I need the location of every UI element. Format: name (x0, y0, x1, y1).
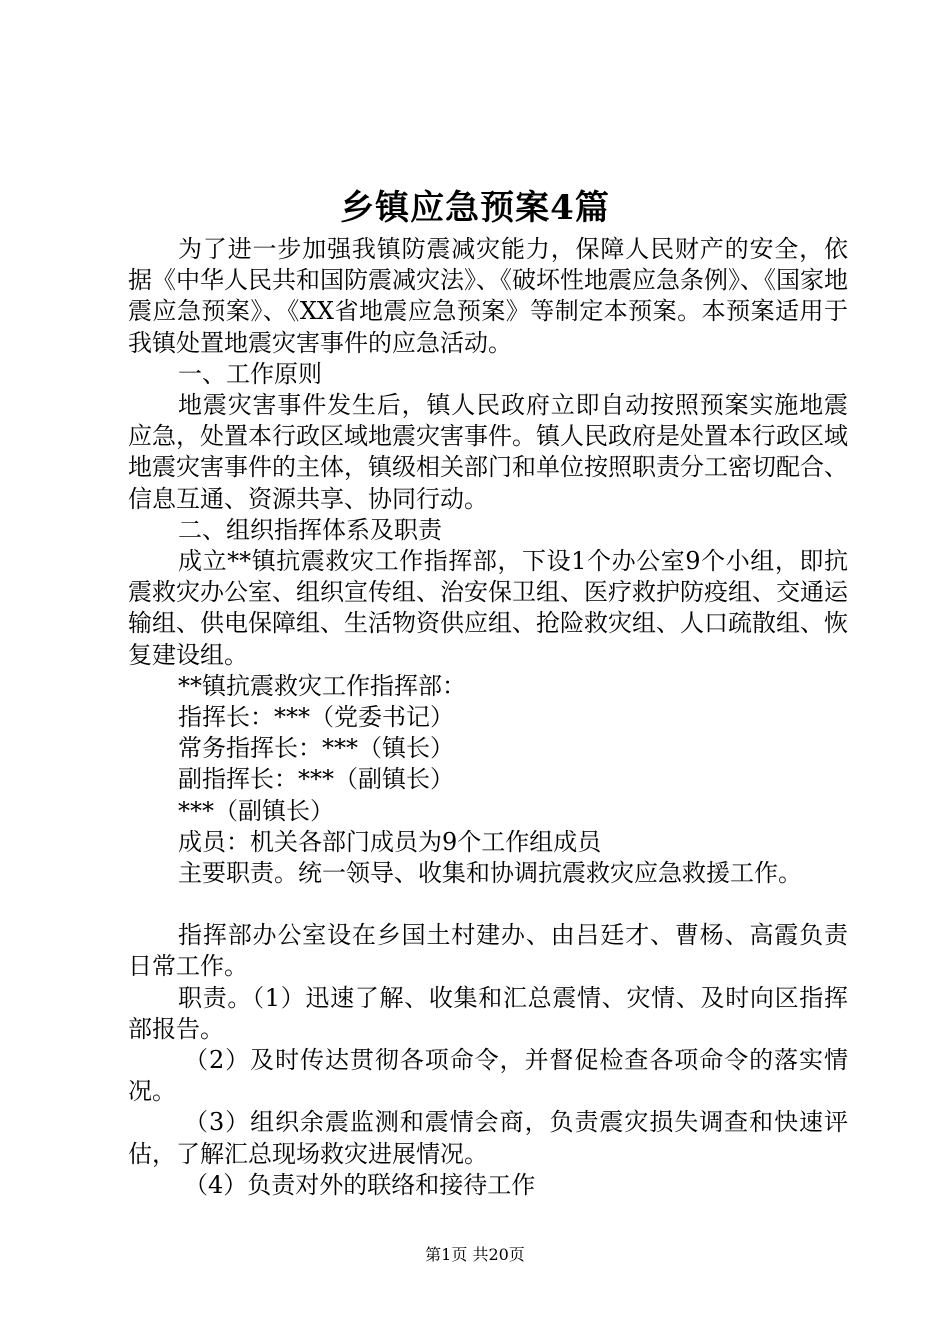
line-deputy-commander: 副指挥长：***（副镇长） (178, 765, 454, 794)
line-members: 成员：机关各部门成员为9个工作组成员 (178, 827, 602, 856)
line-deputy-commander-2: ***（副镇长） (178, 796, 334, 825)
paragraph-command-setup: 成立**镇抗震救灾工作指挥部，下设1个办公室9个小组，即抗震救灾办公室、组织宣传组、治安保卫组、医疗救护防疫组、交通运输组、供电保障组、生活物资供应组、抢险救灾组、人口疏散组、恢复建设组。 (128, 547, 848, 669)
paragraph-duty-3: （3）组织余震监测和震情会商，负责震灾损失调查和快速评估，了解汇总现场救灾进展情况。 (128, 1108, 848, 1168)
line-executive-commander: 常务指挥长：***（镇长） (178, 734, 454, 763)
heading-command-system: 二、组织指挥体系及职责 (178, 515, 442, 544)
paragraph-office: 指挥部办公室设在乡国土村建办、由吕廷才、曹杨、高霞负责日常工作。 (128, 921, 848, 981)
document-title: 乡镇应急预案4篇 (340, 188, 610, 228)
paragraph-duty-1: 职责。（1）迅速了解、收集和汇总震情、灾情、及时向区指挥部报告。 (128, 983, 848, 1043)
heading-work-principles: 一、工作原则 (178, 359, 322, 388)
line-command-hq: **镇抗震救灾工作指挥部： (178, 671, 466, 700)
line-commander: 指挥长：***（党委书记） (178, 703, 454, 732)
document-body (128, 234, 848, 1201)
page-indicator: 第1页 共20页 (425, 1245, 525, 1264)
paragraph-duty-2: （2）及时传达贯彻各项命令，并督促检查各项命令的落实情况。 (128, 1046, 848, 1106)
paragraph-intro: 为了进一步加强我镇防震减灾能力，保障人民财产的安全，依据《中华人民共和国防震减灾法》、《破坏性地震应急条例》、《国家地震应急预案》、《XX省地震应急预案》等制定本预案。本预案适用于我镇处置地震灾害事件的应急活动。 (128, 235, 848, 357)
paragraph-principles: 地震灾害事件发生后，镇人民政府立即自动按照预案实施地震应急，处置本行政区域地震灾害事件。镇人民政府是处置本行政区域地震灾害事件的主体，镇级相关部门和单位按照职责分工密切配合、信息互通、资源共享、协同行动。 (128, 391, 848, 513)
paragraph-duty-4: （4）负责对外的联络和接待工作 (184, 1170, 536, 1199)
line-main-duties: 主要职责。统一领导、收集和协调抗震救灾应急救援工作。 (178, 859, 802, 888)
